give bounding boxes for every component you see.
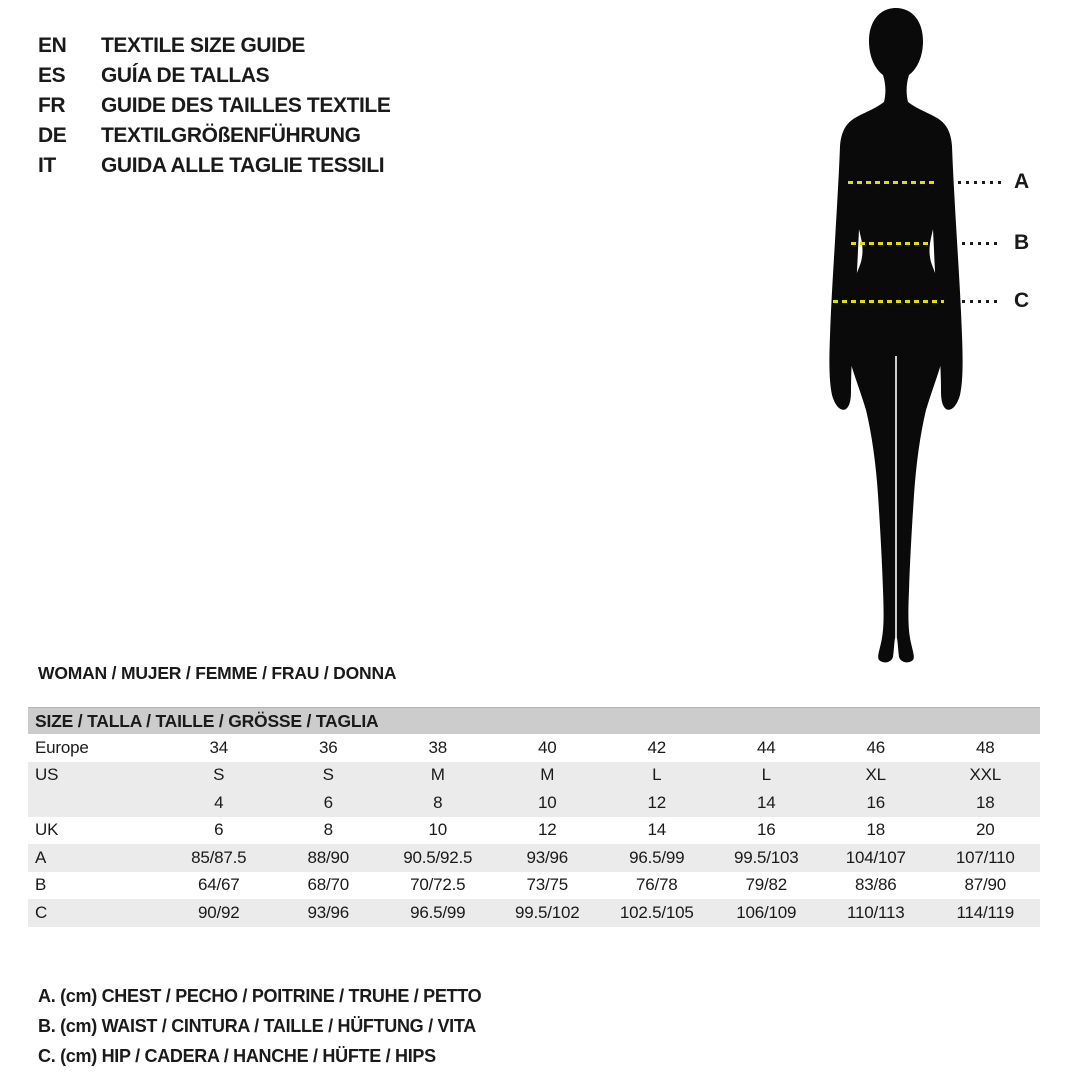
chest-measure-line [848, 181, 938, 184]
table-cell: M [430, 765, 445, 785]
language-row-fr [38, 91, 390, 121]
table-cell: 107/110 [955, 847, 1015, 867]
row-label: A [35, 847, 47, 867]
table-cell: 90/92 [197, 902, 240, 922]
table-cell: L [761, 765, 771, 785]
language-code: EN [38, 34, 67, 57]
marker-label-c: C [1014, 289, 1030, 312]
table-cell: 87/90 [964, 875, 1007, 895]
table-cell: 8 [433, 792, 443, 812]
table-row-us-letter [28, 762, 1040, 790]
waist-measure-line [851, 242, 932, 245]
table-cell: 102.5/105 [619, 902, 694, 922]
table-cell: 6 [323, 792, 333, 812]
hip-leader-line [962, 300, 1002, 303]
size-table [28, 707, 1040, 927]
table-cell: 73/75 [526, 875, 569, 895]
language-code: DE [38, 124, 67, 147]
table-cell: M [540, 765, 555, 785]
table-cell: 76/78 [635, 875, 678, 895]
table-cell: 8 [323, 820, 333, 840]
table-cell: 46 [866, 737, 885, 757]
table-cell: S [213, 765, 225, 785]
table-cell: 96.5/99 [629, 847, 685, 867]
row-label: US [35, 765, 59, 785]
row-label: C [35, 902, 48, 922]
language-row-it [38, 151, 390, 181]
table-cell: 40 [537, 737, 557, 757]
row-label: UK [35, 820, 59, 840]
table-cell: 48 [975, 737, 995, 757]
table-cell: 99.5/102 [514, 902, 580, 922]
legend-waist: B. (cm) WAIST / CINTURA / TAILLE / HÜFTUNG / VITA [38, 1015, 476, 1036]
hip-measure-line [833, 300, 944, 303]
table-cell: 20 [975, 820, 995, 840]
table-cell: 93/96 [307, 902, 350, 922]
language-title: TEXTILGRÖßENFÜHRUNG [101, 124, 361, 147]
language-title: GUIDE DES TAILLES TEXTILE [101, 94, 391, 117]
table-cell: 36 [318, 737, 338, 757]
language-code: FR [38, 94, 66, 117]
language-row-de [38, 121, 390, 151]
table-cell: 85/87.5 [191, 847, 247, 867]
language-title: GUIDA ALLE TAGLIE TESSILI [101, 154, 385, 177]
table-cell: 12 [537, 820, 557, 840]
marker-label-b: B [1014, 231, 1030, 254]
table-cell: XXL [969, 765, 1002, 785]
woman-silhouette-image [816, 4, 976, 664]
language-row-es [38, 61, 390, 91]
section-title-woman: WOMAN / MUJER / FEMME / FRAU / DONNA [38, 663, 397, 683]
table-cell: 16 [866, 792, 885, 812]
table-cell: 42 [647, 737, 666, 757]
table-cell: 90.5/92.5 [403, 847, 473, 867]
table-cell: 10 [428, 820, 447, 840]
legend-hip: C. (cm) HIP / CADERA / HANCHE / HÜFTE / HIPS [38, 1045, 436, 1066]
table-cell: 64/67 [197, 875, 240, 895]
waist-leader-line [962, 242, 1002, 245]
language-code: IT [38, 154, 56, 177]
table-cell: 16 [756, 820, 776, 840]
table-cell: 18 [975, 792, 995, 812]
language-title: TEXTILE SIZE GUIDE [101, 34, 305, 57]
table-cell: S [322, 765, 334, 785]
chest-leader-line [958, 181, 1002, 184]
language-title: GUÍA DE TALLAS [101, 64, 270, 87]
table-cell: 93/96 [526, 847, 569, 867]
table-cell: 106/109 [736, 902, 797, 922]
row-label: Europe [35, 737, 89, 757]
table-cell: 96.5/99 [410, 902, 466, 922]
row-label: B [35, 875, 47, 895]
table-row-waist [28, 872, 1040, 900]
table-cell: 14 [756, 792, 776, 812]
table-cell: 99.5/103 [733, 847, 799, 867]
marker-label-a: A [1014, 170, 1030, 193]
table-cell: L [652, 765, 662, 785]
table-cell: 70/72.5 [410, 875, 466, 895]
table-cell: 6 [214, 820, 224, 840]
table-cell: 38 [428, 737, 447, 757]
table-cell: 79/82 [745, 875, 788, 895]
table-row-us-numeric [28, 789, 1040, 817]
table-cell: XL [865, 765, 886, 785]
table-row-chest [28, 844, 1040, 872]
table-cell: 110/113 [846, 902, 905, 922]
table-cell: 14 [647, 820, 666, 840]
table-cell: 114/119 [956, 902, 1015, 922]
table-cell: 12 [647, 792, 666, 812]
table-cell: 68/70 [307, 875, 350, 895]
table-row-uk [28, 817, 1040, 845]
legend-chest: A. (cm) CHEST / PECHO / POITRINE / TRUHE / PETTO [38, 985, 482, 1006]
table-cell: 4 [214, 792, 224, 812]
table-cell: 44 [756, 737, 776, 757]
table-row-europe [28, 734, 1040, 762]
size-table-header: SIZE / TALLA / TAILLE / GRÖSSE / TAGLIA [28, 707, 1040, 734]
table-cell: 88/90 [307, 847, 350, 867]
table-row-hip [28, 899, 1040, 927]
measurement-legend [38, 981, 481, 1071]
language-guide-list [38, 31, 390, 181]
table-cell: 104/107 [845, 847, 906, 867]
table-cell: 34 [209, 737, 228, 757]
language-row-en [38, 31, 390, 61]
table-cell: 18 [866, 820, 885, 840]
language-code: ES [38, 64, 66, 87]
table-cell: 10 [537, 792, 557, 812]
table-cell: 83/86 [854, 875, 897, 895]
